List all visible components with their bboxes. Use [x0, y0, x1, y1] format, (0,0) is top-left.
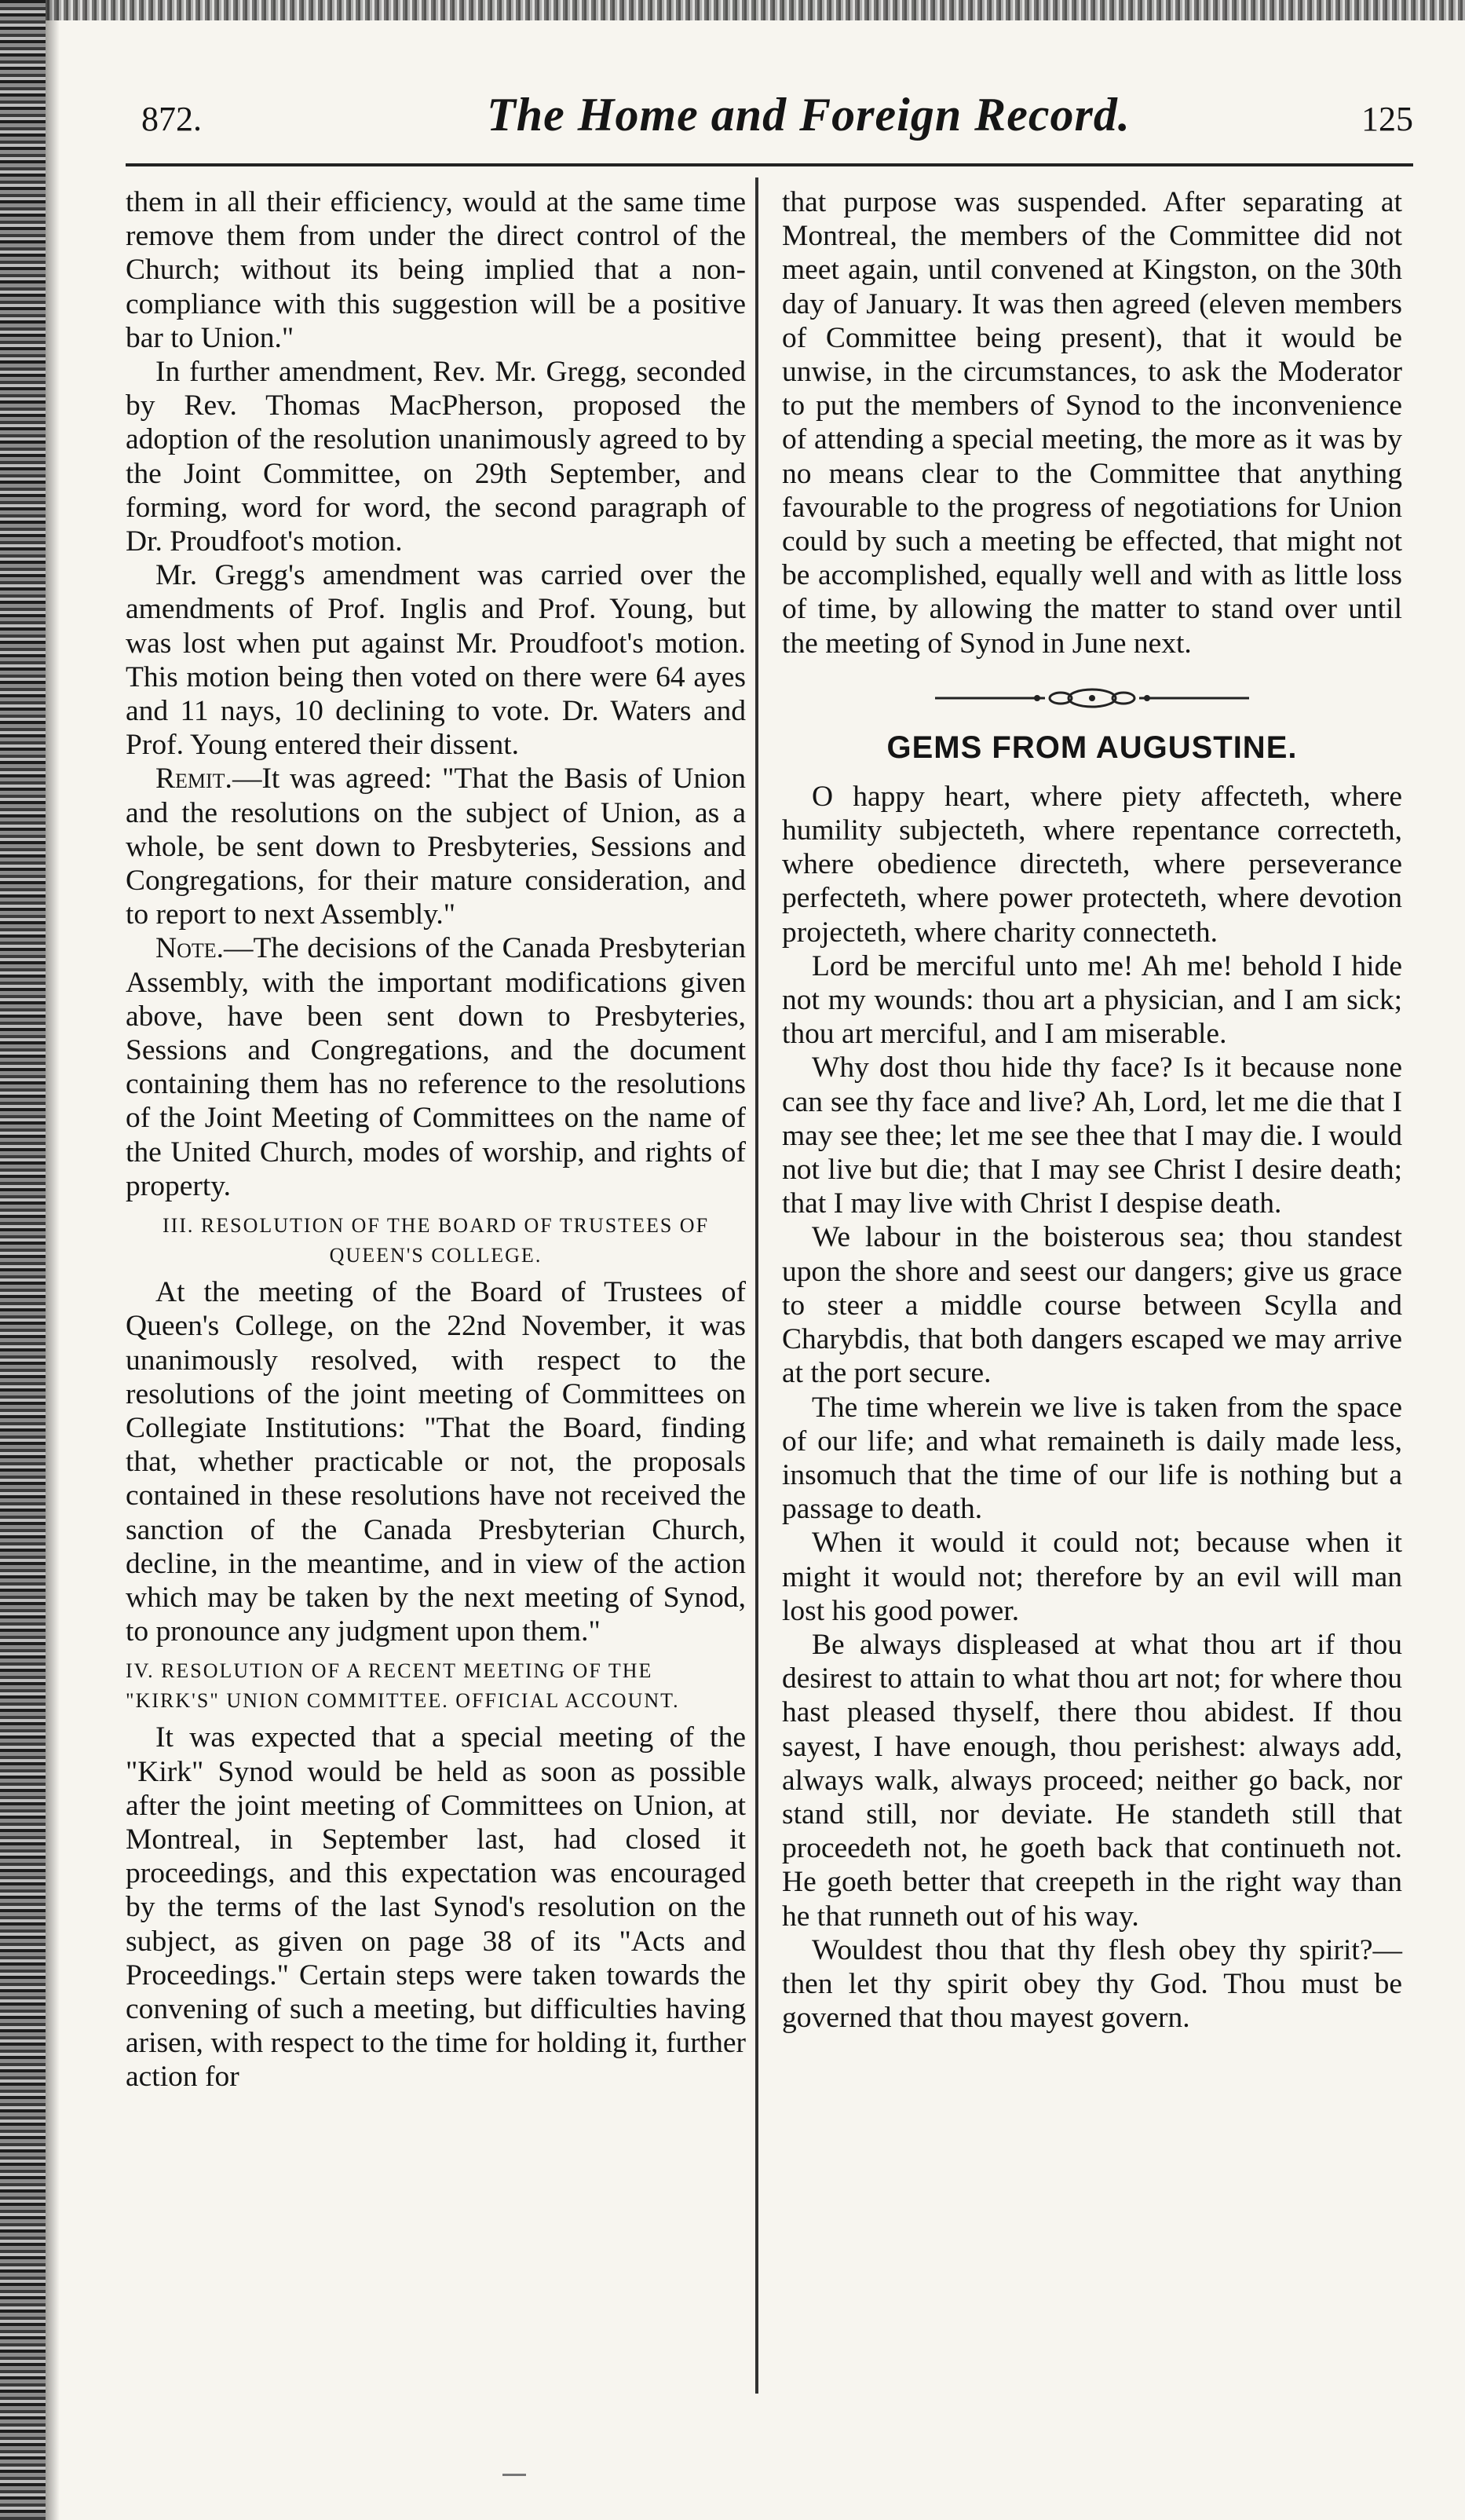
gem-paragraph: Lord be merciful unto me! Ah me! behold I hide not my wounds: thou art a physician, and I am sick; thou art merciful, and I am miserable. [782, 949, 1402, 1051]
header-rule [126, 163, 1413, 166]
section-heading-queens-college: III. RESOLUTION OF THE BOARD OF TRUSTEES OF QUEEN'S COLLEGE. [162, 1214, 710, 1267]
gem-paragraph: Why dost thou hide thy face? Is it because none can see thy face and live? Ah, Lord, let me die that I may see thee; let me see thee that I may die. I would not live but die; that I may see Christ I desire death; that I may live with Christ I despise death. [782, 1052, 1402, 1220]
note-text: —The decisions of the Canada Presbyterian Assembly, with the important modifications given above, have been sent down to Presbyteries, Sessions and Congregations, and the document containing them has no reference to the resolutions of the Joint Meeting of Committees on the name of the United Church, modes of worship, and rights of property. [126, 932, 746, 1202]
print-mark [502, 2474, 526, 2476]
ornament-divider [927, 684, 1257, 712]
scan-binding-edge [0, 0, 46, 2520]
gem-paragraph: Wouldest thou that thy flesh obey thy spirit?—then let thy spirit obey thy God. Thou must be governed that thou mayest govern. [782, 1933, 1402, 2035]
note-paragraph [126, 931, 746, 1203]
left-column [126, 185, 746, 2094]
gems-title: GEMS FROM AUGUSTINE. [886, 730, 1298, 765]
gem-paragraph: The time wherein we live is taken from the space of our life; and what remaineth is daily made less, insomuch that the time of our life is nothing but a passage to death. [782, 1391, 1402, 1526]
page-header [126, 88, 1413, 159]
remit-paragraph [126, 762, 746, 931]
gem-paragraph: When it would it could not; because when it might it would not; therefore by an evil will man lost his good power. [782, 1527, 1402, 1627]
section-heading-kirk-committee: IV. RESOLUTION OF A RECENT MEETING OF THE "KIRK'S" UNION COMMITTEE. OFFICIAL ACCOUNT. [126, 1659, 680, 1713]
page-number-right: 125 [1361, 100, 1413, 138]
gem-paragraph: O happy heart, where piety affecteth, where humility subjecteth, where repentance correcteth, where obedience directeth, where perseverance perfecteth, where power protecteth, where devotion projecteth, where charity connecteth. [782, 780, 1402, 949]
note-label: Note. [155, 932, 224, 965]
paragraph: Mr. Gregg's amendment was carried over the amendments of Prof. Inglis and Prof. Young, but was lost when put against Mr. Proudfoot's motion. This motion being then voted on there were 64 ayes and 11 nays, 10 declining to vote. Dr. Waters and Prof. Young entered their dissent. [126, 559, 746, 762]
paragraph: that purpose was suspended. After separating at Montreal, the members of the Committee did not meet again, until convened at Kingston, on the 30th day of January. It was then agreed (eleven members of Committee being present), that it would be unwise, in the circumstances, to ask the Moderator to put the members of Synod to the inconvenience of attending a special meeting, the more as it was by no means clear to the Committee that anything favourable to the progress of negotiations for Union could by such a meeting be effected, that might not be accomplished, equally well and with as little loss of time, by allowing the matter to stand over until the meeting of Synod in June next. [782, 186, 1402, 660]
right-column [782, 185, 1402, 2035]
paragraph: It was expected that a special meeting of the "Kirk" Synod would be held as soon as possible after the joint meeting of Committees on Union, at Montreal, in September last, had closed it proceedings, and this expectation was encouraged by the terms of the last Synod's resolution on the subject, as given on page 38 of its "Acts and Proceedings." Certain steps were taken towards the convening of such a meeting, but difficulties having arisen, with respect to the time for holding it, further action for [126, 1721, 746, 2094]
column-divider [755, 177, 758, 2394]
scan-top-edge [0, 0, 1465, 20]
page-number-left: 872. [141, 100, 202, 138]
remit-label: Remit. [155, 763, 232, 796]
paragraph: In further amendment, Rev. Mr. Gregg, seconded by Rev. Thomas MacPherson, proposed the adoption of the resolution unanimously agreed to by the Joint Committee, on 29th September, and forming, word for word, the second paragraph of Dr. Proudfoot's motion. [126, 356, 746, 558]
paragraph: them in all their efficiency, would at the same time remove them from under the direct control of the Church; without its being implied that a non-compliance with this suggestion will be a positive bar to Union." [126, 186, 746, 354]
gem-paragraph: We labour in the boisterous sea; thou standest upon the shore and seest our dangers; give us grace to steer a middle course between Scylla and Charybdis, that both dangers escaped we may arrive at the port secure. [782, 1221, 1402, 1390]
remit-text: —It was agreed: "That the Basis of Union and the resolutions on the subject of Union, as a whole, be sent down to Presbyteries, Sessions and Congregations, for their mature consideration, and to report to next Assembly." [126, 763, 746, 931]
paragraph: At the meeting of the Board of Trustees of Queen's College, on the 22nd November, it was unanimously resolved, with respect to the resolutions of the joint meeting of Committees on Collegiate Institutions: "That the Board, finding that, whether practicable or not, the proposals contained in these resolutions have not received the sanction of the Canada Presbyterian Church, decline, in the meantime, and in view of the action which may be taken by the next meeting of Synod, to pronounce any judgment upon them." [126, 1276, 746, 1648]
gem-paragraph: Be always displeased at what thou art if thou desirest to attain to what thou art not; for where thou hast pleased thyself, there thou abidest. If thou sayest, I have enough, thou perishest: always add, always walk, always proceed; neither go back, nor stand still, nor deviate. He standeth still that proceedeth not, he goeth back that continueth not. He goeth better that creepeth in the right way than he that runneth out of his way. [782, 1628, 1402, 1933]
journal-title: The Home and Foreign Record. [487, 89, 1131, 141]
